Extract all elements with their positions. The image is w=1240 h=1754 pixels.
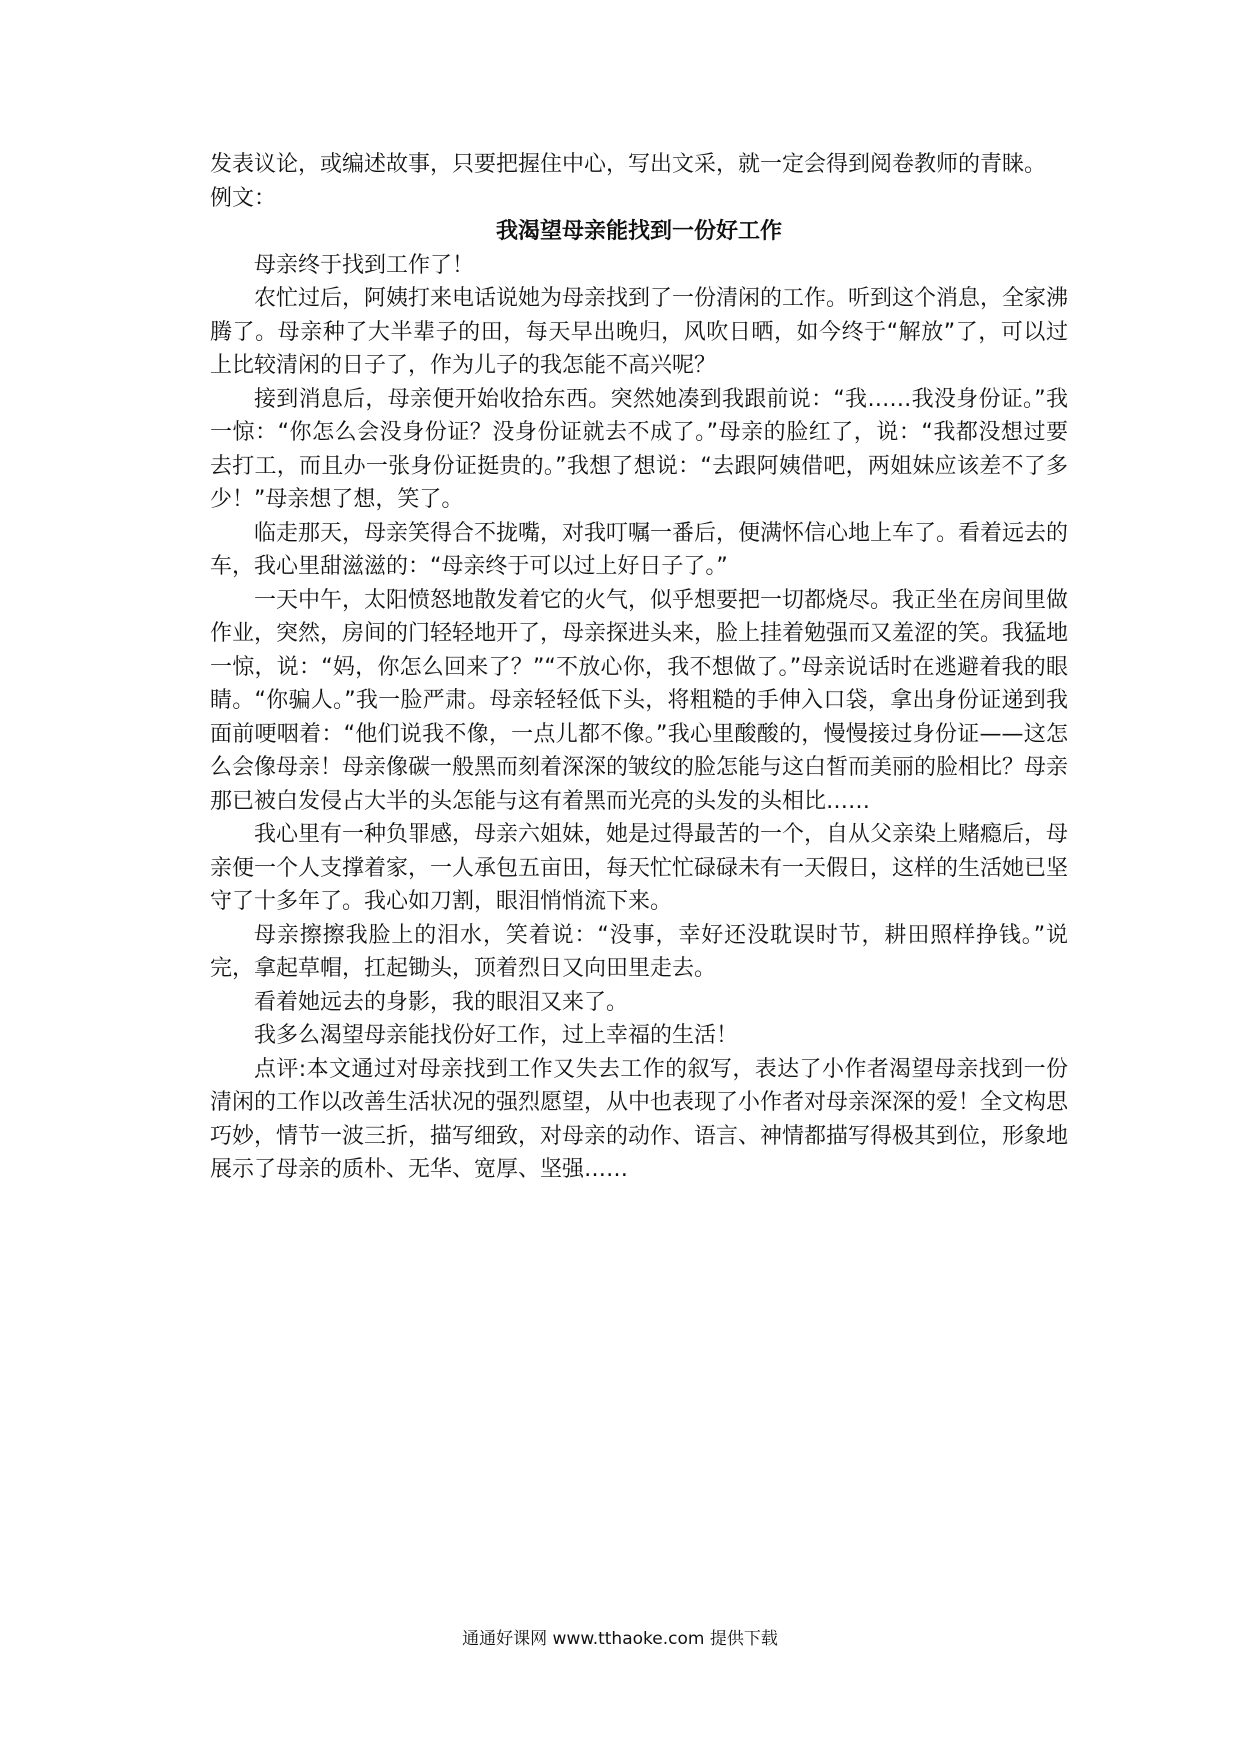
essay-paragraph-1: 母亲终于找到工作了！ xyxy=(254,252,475,278)
page-footer: 通通好课网 www.tthaoke.com 提供下载 xyxy=(462,1629,778,1649)
essay-paragraph-9: 我多么渴望母亲能找份好工作，过上幸福的生活！ xyxy=(254,1023,739,1048)
essay-paragraph-4: 临走那天，母亲笑得合不拢嘴，对我叮嘱一番后，便满怀信心地上车了。看着远去的车，我心里甜滋滋的：“母亲终于可以过上好日子了。” xyxy=(210,520,1069,579)
intro-paragraph: 发表议论，或编述故事，只要把握住中心，写出文采，就一定会得到阅卷教师的青睐。 xyxy=(210,152,1047,177)
essay-paragraph-6: 我心里有一种负罪感，母亲六姐妹，她是过得最苦的一个，自从父亲染上赌瘾后，母亲便一个人支撑着家，一人承包五亩田，每天忙忙碌碌未有一天假日，这样的生活她已坚守了十多年了。我心如刀割，眼泪悄悄流下来。 xyxy=(210,822,1069,914)
commentary-paragraph: 点评:本文通过对母亲找到工作又失去工作的叙写，表达了小作者渴望母亲找到一份清闲的工作以改善生活状况的强烈愿望，从中也表现了小作者对母亲深深的爱！全文构思巧妙，情节一波三折，描写细致，对母亲的动作、语言、神情都描写得极其到位，形象地展示了母亲的质朴、无华、宽厚、坚强…… xyxy=(210,1056,1069,1182)
essay-paragraph-3: 接到消息后，母亲便开始收拾东西。突然她凑到我跟前说：“我……我没身份证。”我一惊：“你怎么会没身份证？没身份证就去不成了。”母亲的脸红了，说：“我都没想过要去打工，而且办一张身份证挺贵的。”我想了想说：“去跟阿姨借吧，两姐妹应该差不了多少！”母亲想了想，笑了。 xyxy=(210,386,1068,512)
essay-paragraph-8: 看着她远去的身影，我的眼泪又来了。 xyxy=(254,989,629,1015)
essay-paragraph-2: 农忙过后，阿姨打来电话说她为母亲找到了一份清闲的工作。听到这个消息，全家沸腾了。母亲种了大半辈子的田，每天早出晚归，风吹日晒，如今终于“解放”了，可以过上比较清闲的日子了，作为儿子的我怎能不高兴呢？ xyxy=(210,286,1069,378)
essay-title: 我渴望母亲能找到一份好工作 xyxy=(495,219,782,244)
example-label: 例文： xyxy=(210,185,277,211)
document-body xyxy=(210,148,1068,1187)
essay-paragraph-7: 母亲擦擦我脸上的泪水，笑着说：“没事，幸好还没耽误时节，耕田照样挣钱。”说完，拿起草帽，扛起锄头，顶着烈日又向田里走去。 xyxy=(210,922,1068,981)
essay-paragraph-5: 一天中午，太阳愤怒地散发着它的火气，似乎想要把一切都烧尽。我正坐在房间里做作业，突然，房间的门轻轻地开了，母亲探进头来，脸上挂着勉强而又羞涩的笑。我猛地一惊，说：“妈，你怎么回来了？”“不放心你，我不想做了。”母亲说话时在逃避着我的眼睛。“你骗人。”我一脸严肃。母亲轻轻低下头，将粗糙的手伸入口袋，拿出身份证递到我面前哽咽着：“他们说我不像，一点儿都不像。”我心里酸酸的，慢慢接过身份证——这怎么会像母亲！母亲像碳一般黑而刻着深深的皱纹的脸怎能与这白皙而美丽的脸相比？母亲那已被白发侵占大半的头怎能与这有着黑而光亮的头发的头相比…… xyxy=(210,587,1069,814)
